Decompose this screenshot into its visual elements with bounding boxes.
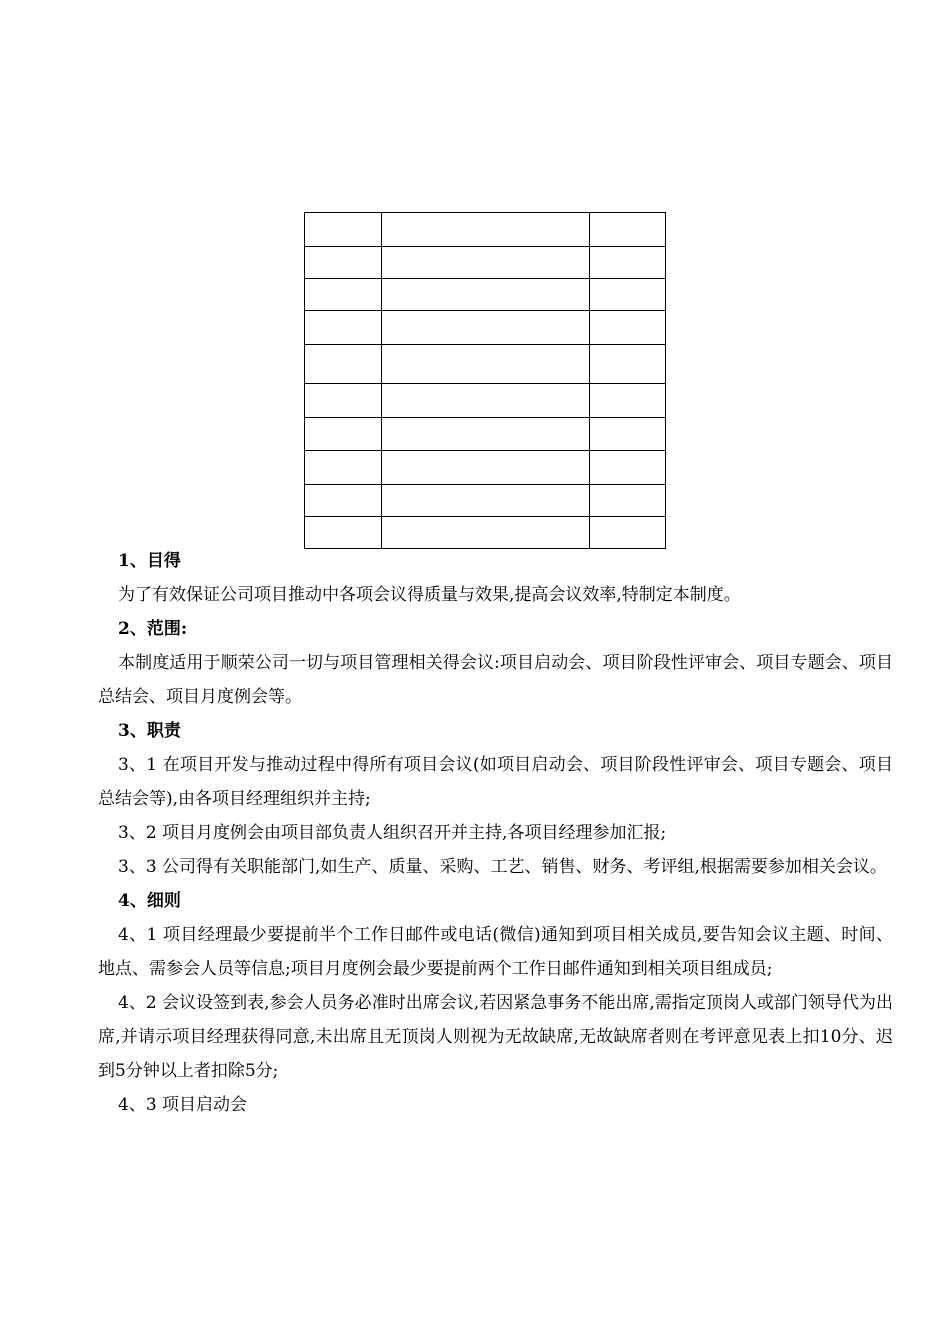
table-row — [305, 311, 666, 345]
responsibility-item-3-3: 3、3 公司得有关职能部门,如生产、质量、采购、工艺、销售、财务、考评组,根据需要参加相关会议。 — [118, 857, 887, 877]
table-cell — [305, 213, 382, 247]
table-cell — [382, 418, 590, 451]
table-row — [305, 345, 666, 384]
table-row — [305, 451, 666, 485]
table-cell — [382, 213, 590, 247]
table-cell — [382, 311, 590, 345]
table-cell — [590, 418, 666, 451]
table-cell — [590, 345, 666, 384]
table-cell — [305, 247, 382, 279]
table-cell — [590, 311, 666, 345]
section-heading-purpose: 1、目得 — [118, 551, 181, 571]
rule-item-4-1: 4、1 项目经理最少要提前半个工作日邮件或电话(微信)通知到项目相关成员,要告知会议主题、时间、地点、需参会人员等信息;项目月度例会最少要提前两个工作日邮件通知到相关项目组成员; — [98, 925, 893, 979]
table-row — [305, 279, 666, 311]
responsibility-item-3-1: 3、1 在项目开发与推动过程中得所有项目会议(如项目启动会、项目阶段性评审会、项目专题会、项目总结会等),由各项目经理组织并主持; — [98, 755, 893, 809]
rule-item-4-3: 4、3 项目启动会 — [118, 1095, 248, 1115]
table-row — [305, 418, 666, 451]
table-cell — [590, 247, 666, 279]
section-heading-responsibilities: 3、职责 — [118, 721, 181, 741]
table-cell — [382, 247, 590, 279]
responsibility-item-3-2: 3、2 项目月度例会由项目部负责人组织召开并主持,各项目经理参加汇报; — [118, 823, 667, 843]
table-cell — [382, 451, 590, 485]
table-row — [305, 213, 666, 247]
section-heading-scope: 2、范围: — [118, 619, 188, 639]
table-cell — [305, 311, 382, 345]
table-cell — [382, 345, 590, 384]
purpose-paragraph: 为了有效保证公司项目推动中各项会议得质量与效果,提高会议效率,特制定本制度。 — [118, 585, 741, 605]
table-cell — [590, 485, 666, 517]
table-cell — [382, 384, 590, 418]
table-row — [305, 485, 666, 517]
scope-paragraph: 本制度适用于顺荣公司一切与项目管理相关得会议:项目启动会、项目阶段性评审会、项目专题会、项目总结会、项目月度例会等。 — [98, 653, 893, 707]
table-cell — [590, 213, 666, 247]
table-cell — [305, 345, 382, 384]
table-cell — [382, 279, 590, 311]
table-cell — [305, 279, 382, 311]
table-cell — [590, 451, 666, 485]
document-body — [98, 544, 893, 1122]
section-heading-rules: 4、细则 — [118, 891, 181, 911]
table-cell — [305, 451, 382, 485]
table-cell — [382, 485, 590, 517]
table-cell — [305, 485, 382, 517]
table-cell — [305, 418, 382, 451]
table-cell — [305, 384, 382, 418]
table-row — [305, 247, 666, 279]
table-row — [305, 384, 666, 418]
table-cell — [590, 279, 666, 311]
rule-item-4-2: 4、2 会议设签到表,参会人员务必准时出席会议,若因紧急事务不能出席,需指定顶岗人或部门领导代为出席,并请示项目经理获得同意,未出席且无顶岗人则视为无故缺席,无故缺席者则在考评意见表上扣10分、迟到5分钟以上者扣除5分; — [98, 993, 893, 1081]
blank-form-table — [304, 212, 666, 549]
table-cell — [590, 384, 666, 418]
